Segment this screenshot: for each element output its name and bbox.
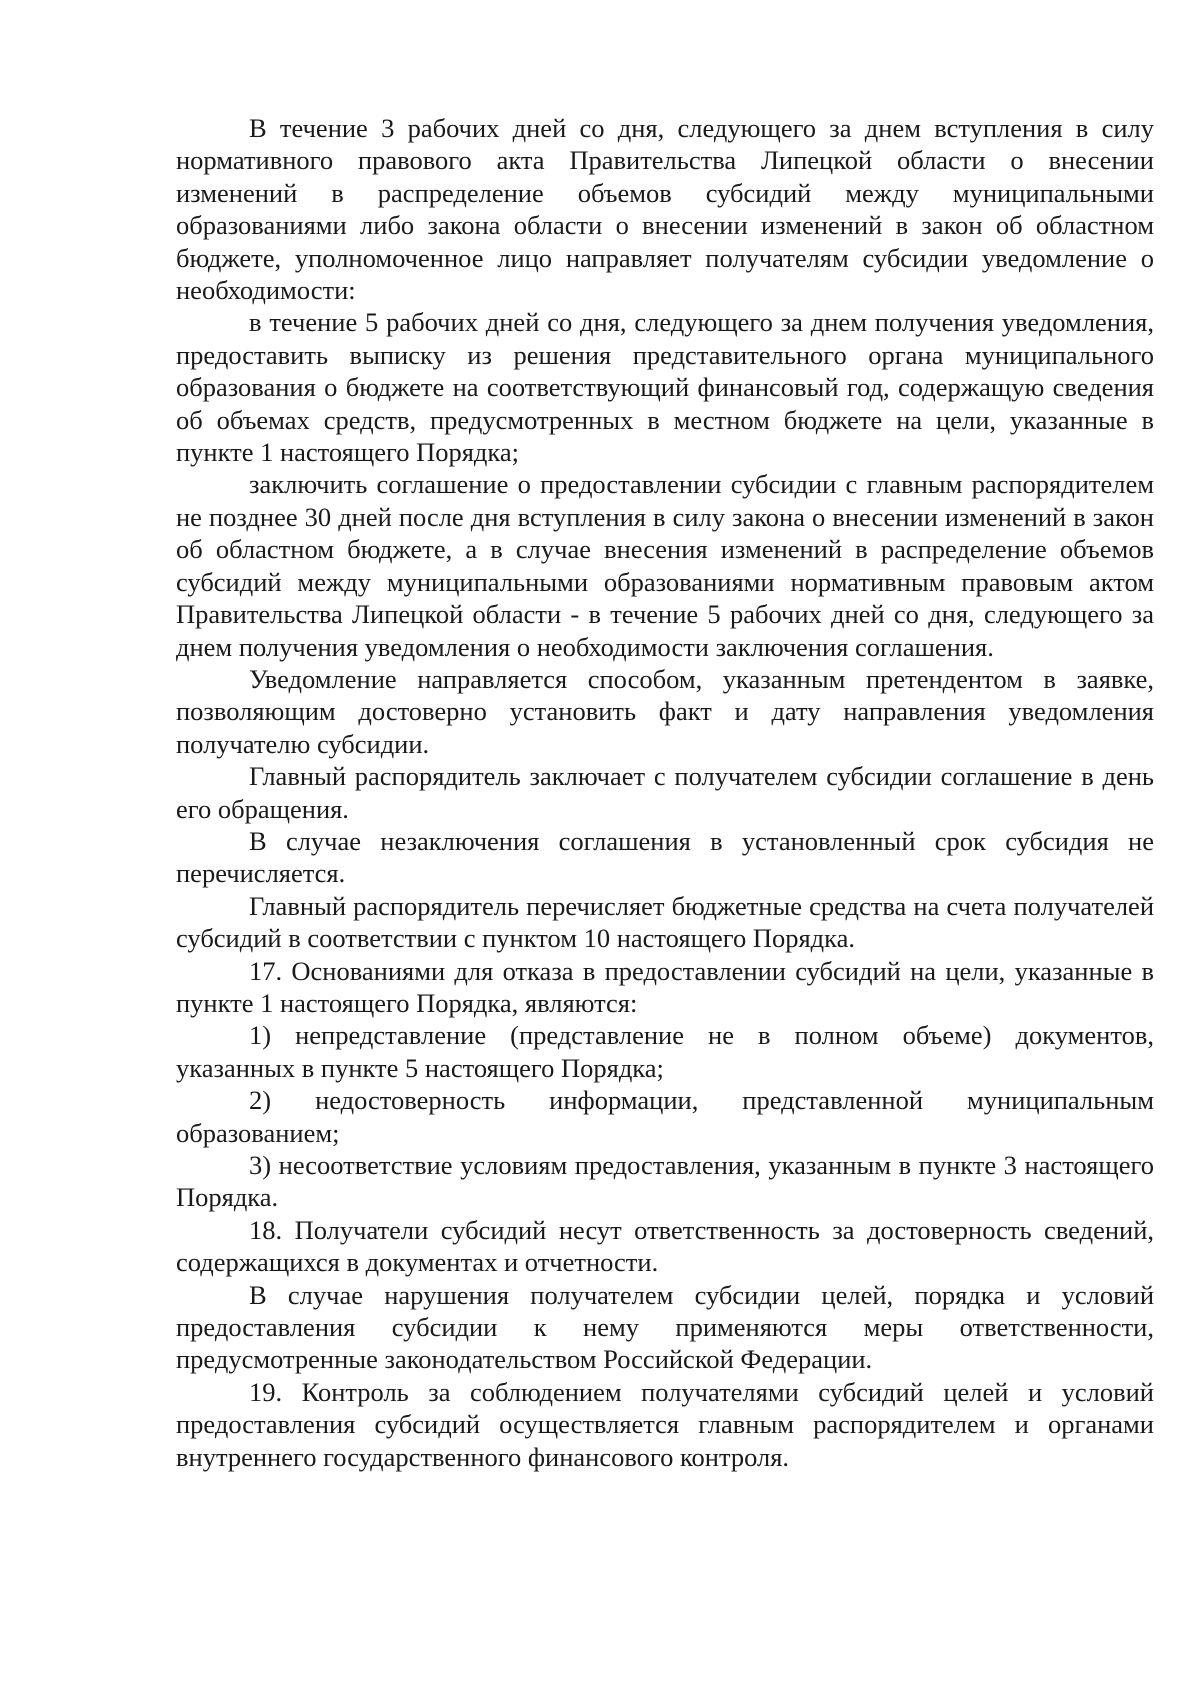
document-body bbox=[176, 112, 1154, 1473]
paragraph-item-17-2: 2) недостоверность информации, представленной муниципальным образованием; bbox=[176, 1085, 1154, 1148]
paragraph-notification-method: Уведомление направляется способом, указанным претендентом в заявке, позволяющим достоверно установить факт и дату направления уведомления получателю субсидии. bbox=[176, 663, 1154, 759]
paragraph-item-17-1: 1) непредставление (представление не в полном объеме) документов, указанных в пункте 5 настоящего Порядка; bbox=[176, 1020, 1154, 1083]
paragraph-item-18: 18. Получатели субсидий несут ответственность за достоверность сведений, содержащихся в документах и отчетности. bbox=[176, 1214, 1154, 1278]
paragraph-statement-deadline: в течение 5 рабочих дней со дня, следующего за днем получения уведомления, предоставить выписку из решения представительного органа муниципального образования о бюджете на соответствующий финансовый год, содержащую сведения об объемах средств, предусмотренных в местном бюджете на цели, указанные в пункте 1 настоящего Порядка; bbox=[176, 307, 1154, 468]
paragraph-item-19: 19. Контроль за соблюдением получателями субсидий целей и условий предоставления субсидий осуществляется главным распорядителем и органами внутреннего государственного финансового контроля. bbox=[176, 1376, 1154, 1472]
paragraph-item-17-3: 3) несоответствие условиям предоставления, указанным в пункте 3 настоящего Порядка. bbox=[176, 1150, 1154, 1213]
paragraph-item-18-violation: В случае нарушения получателем субсидии целей, порядка и условий предоставления субсидии к нему применяются меры ответственности, предусмотренные законодательством Российской Федерации. bbox=[176, 1279, 1154, 1375]
paragraph-no-agreement: В случае незаключения соглашения в установленный срок субсидия не перечисляется. bbox=[176, 825, 1154, 889]
paragraph-conclude-agreement: заключить соглашение о предоставлении субсидии с главным распорядителем не позднее 30 дней после дня вступления в силу закона о внесении изменений в закон об областном бюджете, а в случае внесения изменений в распределение объемов субсидий между муниципальными образованиями нормативным правовым актом Правительства Липецкой области - в течение 5 рабочих дней со дня, следующего за днем получения уведомления о необходимости заключения соглашения. bbox=[176, 469, 1154, 662]
paragraph-agreement-day: Главный распорядитель заключает с получателем субсидии соглашение в день его обращения. bbox=[176, 761, 1154, 824]
paragraph-item-17: 17. Основаниями для отказа в предоставлении субсидий на цели, указанные в пункте 1 настоящего Порядка, являются: bbox=[176, 955, 1154, 1018]
paragraph-transfer-funds: Главный распорядитель перечисляет бюджетные средства на счета получателей субсидий в соответствии с пунктом 10 настоящего Порядка. bbox=[176, 890, 1154, 954]
paragraph-notification-deadline: В течение 3 рабочих дней со дня, следующего за днем вступления в силу нормативного правового акта Правительства Липецкой области о внесении изменений в распределение объемов субсидий между муниципальными образованиями либо закона области о внесении изменений в закон об областном бюджете, уполномоченное лицо направляет получателям субсидии уведомление о необходимости: bbox=[176, 113, 1154, 306]
